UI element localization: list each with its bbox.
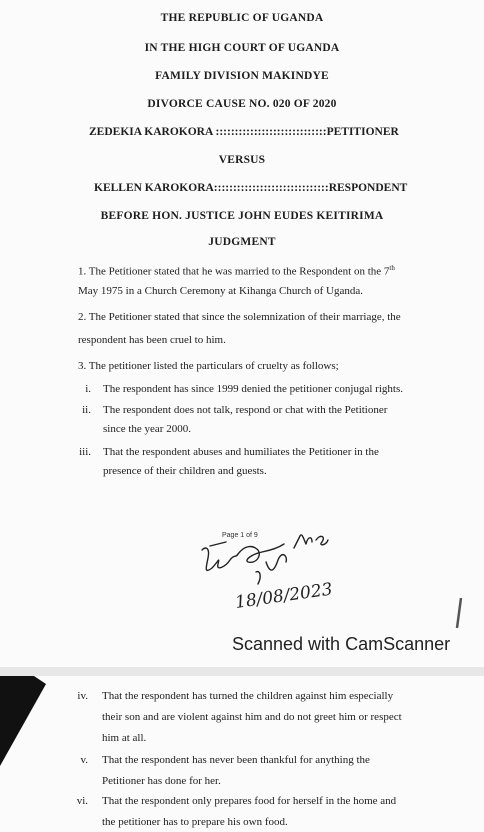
paragraph-2-line-1: 2. The Petitioner stated that since the solemnization of their marriage, the <box>78 311 401 323</box>
header-division: FAMILY DIVISION MAKINDYE <box>155 70 329 82</box>
item-text: That the respondent has turned the children against him especially <box>102 690 394 702</box>
item-number: v. <box>80 754 88 766</box>
signature-date: 18/08/2023 <box>233 579 334 613</box>
item-text: the petitioner has to prepare his own food. <box>102 816 288 828</box>
page-number: Page 1 of 9 <box>222 532 258 539</box>
item-text: him at all. <box>102 732 147 744</box>
item-text: That the respondent has never been thankful for anything the <box>102 754 370 766</box>
header-court: IN THE HIGH COURT OF UGANDA <box>144 42 340 54</box>
item-text: presence of their children and guests. <box>103 465 267 477</box>
petitioner-line: ZEDEKIA KAROKORA :::::::::::::::::::::::::::::PETITIONER <box>89 126 399 138</box>
document-page-2 <box>0 676 484 832</box>
item-text: Petitioner has done for her. <box>102 775 221 787</box>
item-number: ii. <box>82 404 91 416</box>
versus-label: VERSUS <box>218 154 266 166</box>
item-text: their son and are violent against him and do not greet him or respect <box>102 711 402 723</box>
item-number: iii. <box>79 446 91 458</box>
item-text: The respondent has since 1999 denied the petitioner conjugal rights. <box>103 383 403 395</box>
scan-shadow-corner <box>0 676 60 766</box>
item-number: iv. <box>77 690 88 702</box>
paragraph-1-line-2: May 1975 in a Church Ceremony at Kihanga Church of Uganda. <box>78 285 364 297</box>
ordinal-suffix: th <box>389 264 395 272</box>
respondent-line: KELLEN KAROKORA::::::::::::::::::::::::::::::RESPONDENT <box>94 182 408 194</box>
paragraph-1-text: 1. The Petitioner stated that he was married to the Respondent on the 7 <box>78 265 390 278</box>
before-justice-line: BEFORE HON. JUSTICE JOHN EUDES KEITIRIMA <box>100 210 384 222</box>
judgment-title: JUDGMENT <box>208 236 276 248</box>
item-text: That the respondent only prepares food for herself in the home and <box>102 795 397 807</box>
header-cause-number: DIVORCE CAUSE NO. 020 OF 2020 <box>147 98 337 110</box>
header-republic: THE REPUBLIC OF UGANDA <box>160 12 324 24</box>
item-number: vi. <box>76 795 88 807</box>
scan-edge-mark <box>455 598 463 628</box>
handwritten-signature <box>196 528 356 618</box>
item-number: i. <box>85 383 91 395</box>
paragraph-2-line-2: respondent has been cruel to him. <box>78 334 226 346</box>
item-text: since the year 2000. <box>103 423 191 435</box>
item-text: The respondent does not talk, respond or chat with the Petitioner <box>103 404 388 416</box>
paragraph-3: 3. The petitioner listed the particulars of cruelty as follows; <box>78 360 339 372</box>
camscanner-watermark: Scanned with CamScanner <box>232 634 451 654</box>
item-text: That the respondent abuses and humiliates the Petitioner in the <box>103 446 379 458</box>
